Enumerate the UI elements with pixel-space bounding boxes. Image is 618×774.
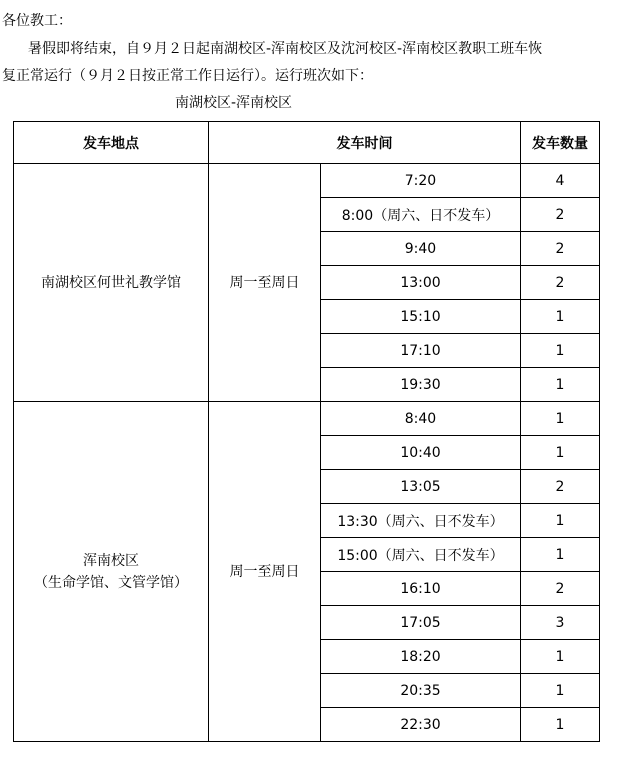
departure-count: 1 [521,538,600,572]
table-row [14,402,600,436]
location-detail: （生命学馆、文管学馆） [34,574,188,591]
departure-time: 17:10 [321,334,521,368]
departure-count: 2 [521,266,600,300]
departure-time: 19:30 [321,368,521,402]
departure-time: 13:30（周六、日不发车） [321,504,521,538]
departure-count: 1 [521,368,600,402]
departure-time: 18:20 [321,640,521,674]
departure-time: 8:00（周六、日不发车） [321,198,521,232]
table-header-row [14,122,600,164]
location-name: 南湖校区何世礼教学馆 [41,274,181,291]
departure-count: 2 [521,232,600,266]
departure-count: 1 [521,708,600,742]
departure-count: 1 [521,402,600,436]
bus-schedule-table [13,121,600,742]
departure-count: 2 [521,572,600,606]
departure-count: 1 [521,334,600,368]
operating-days: 周一至周日 [209,402,321,742]
location-name: 浑南校区 [83,552,139,569]
departure-count: 4 [521,164,600,198]
departure-time: 7:20 [321,164,521,198]
header-location: 发车地点 [14,122,209,164]
departure-time: 15:00（周六、日不发车） [321,538,521,572]
header-count: 发车数量 [521,122,600,164]
departure-time: 9:40 [321,232,521,266]
departure-time: 15:10 [321,300,521,334]
departure-time: 17:05 [321,606,521,640]
greeting: 各位教工： [2,13,72,29]
departure-time: 22:30 [321,708,521,742]
operating-days: 周一至周日 [209,164,321,402]
departure-time: 20:35 [321,674,521,708]
schedule-body [14,164,600,742]
departure-time: 10:40 [321,436,521,470]
departure-count: 1 [521,504,600,538]
departure-location [14,164,209,402]
table-row [14,164,600,198]
departure-count: 2 [521,198,600,232]
departure-time: 13:05 [321,470,521,504]
departure-time: 13:00 [321,266,521,300]
departure-count: 2 [521,470,600,504]
departure-count: 1 [521,674,600,708]
route-subtitle: 南湖校区-浑南校区 [175,95,293,111]
departure-count: 3 [521,606,600,640]
departure-location [14,402,209,742]
departure-count: 1 [521,436,600,470]
departure-count: 1 [521,300,600,334]
notice-line-2: 复正常运行（９月２日按正常工作日运行）。运行班次如下： [2,68,373,84]
departure-time: 8:40 [321,402,521,436]
departure-count: 1 [521,640,600,674]
header-time: 发车时间 [209,122,521,164]
notice-line-1: 暑假即将结束，自９月２日起南湖校区-浑南校区及沈河校区-浑南校区教职工班车恢 [28,41,543,57]
departure-time: 16:10 [321,572,521,606]
